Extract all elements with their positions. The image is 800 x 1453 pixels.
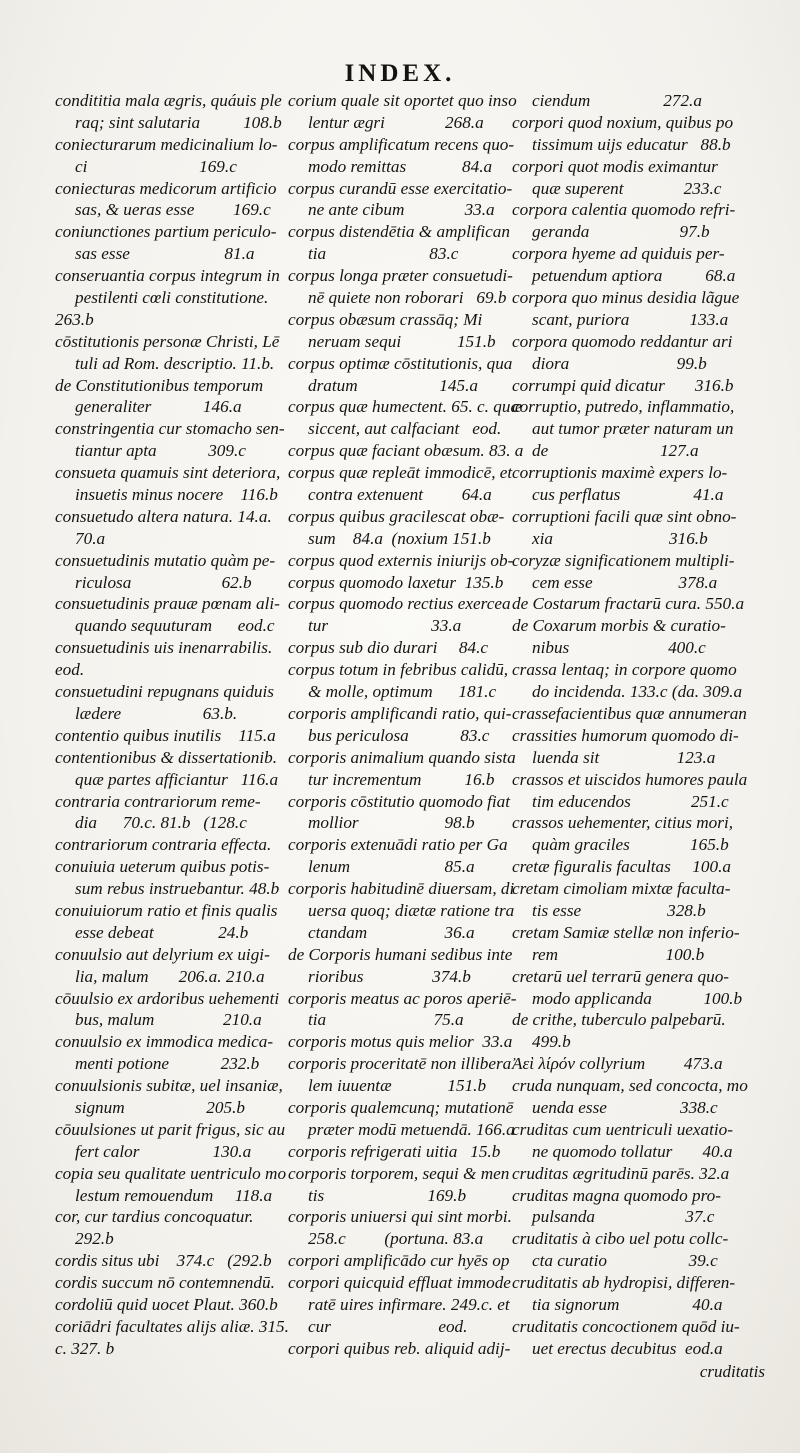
index-entry-line: c. 327. b (55, 1338, 115, 1358)
index-entry-line: cretam Samiæ stellæ non inferio- (512, 922, 740, 942)
index-entry-line: crassos uehementer, citius mori, (512, 813, 734, 833)
index-entry-line: raq; sint salutaria 108.b (75, 112, 282, 132)
index-entry-line: contrariorum contraria effecta. (55, 835, 272, 855)
index-entry-line: coniunctiones partium periculo- (55, 222, 277, 242)
index-entry-line: consuetudo altera natura. 14.a. (55, 506, 272, 526)
index-entry-line: dia 70.c. 81.b (128.c (75, 813, 247, 833)
index-entry-line: præter modū metuendā. 166.a (308, 1119, 515, 1139)
index-entry-line: corpus quod externis iniurijs ob- (288, 550, 514, 570)
index-entry-line: cruditatis à cibo uel potu collc- (512, 1229, 729, 1249)
index-entry-line: conuulsio ex immodica medica- (55, 1032, 274, 1052)
index-entry-line: cordoliū quid uocet Plaut. 360.b (55, 1294, 278, 1314)
index-entry-line: cordis succum nō contemnendū. (55, 1273, 275, 1293)
index-entry-line: constringentia cur stomacho sen- (55, 419, 285, 439)
index-entry-line: pestilenti cœli constitutione. (75, 288, 269, 308)
index-entry-line: corrumpi quid dicatur 316.b (512, 375, 734, 395)
index-entry-line: corporis qualemcunq; mutationē (288, 1097, 514, 1117)
index-entry-line: corporis refrigerati uitia 15.b (288, 1141, 501, 1161)
index-entry-line: cta curatio 39.c (532, 1251, 718, 1271)
index-entry-line: tia 75.a (308, 1010, 464, 1030)
index-entry-line: corpus quibus gracilescat obæ- (288, 506, 505, 526)
index-entry-line: corporis amplificandi ratio, qui- (288, 703, 512, 723)
index-entry-line: corporis proceritatē non illibera (288, 1054, 512, 1074)
index-entry-line: pulsanda 37.c (532, 1207, 715, 1227)
index-entry-line: corporis motus quis melior 33.a (288, 1032, 513, 1052)
index-entry-line: ne ante cibum 33.a (308, 200, 495, 220)
index-entry-line: Ἀεὶ λίρόν collyrium 473.a (512, 1054, 723, 1074)
index-entry-line: ctandam 36.a (308, 922, 475, 942)
index-entry-line: lentur ægri 268.a (308, 112, 484, 132)
index-entry-line: insuetis minus nocere 116.b (75, 485, 278, 505)
index-entry-line: cruditatis ab hydropisi, differen- (512, 1273, 736, 1293)
index-entry-line: consuetudinis prauæ pœnam ali- (55, 594, 280, 614)
index-entry-line: cretæ figuralis facultas 100.a (512, 857, 731, 877)
index-column-3 (512, 90, 748, 1360)
index-entry-line: corpori quibus reb. aliquid adij- (288, 1338, 511, 1358)
index-entry-line: quando sequuturam eod.c (75, 616, 275, 636)
index-entry-line: cor, cur tardius concoquatur. (55, 1207, 254, 1227)
index-entry-line: generaliter 146.a (75, 397, 242, 417)
index-entry-line: rem 100.b (532, 944, 705, 964)
index-entry-line: cōstitutionis personæ Christi, Lē (55, 331, 280, 351)
index-entry-line: cruditatis concoctionem quōd iu- (512, 1316, 740, 1336)
index-entry-line: conuiuiorum ratio et finis qualis (55, 900, 278, 920)
index-entry-line: lia, malum 206.a. 210.a (75, 966, 265, 986)
index-entry-line: cordis situs ubi 374.c (292.b (55, 1251, 272, 1271)
index-entry-line: coriādri facultates alijs aliæ. 315. (55, 1316, 289, 1336)
index-entry-line: ci 169.c (75, 156, 237, 176)
index-entry-line: petuendum aptiora 68.a (532, 266, 736, 286)
index-entry-line: corpus quæ humectent. 65. c. quæ (288, 397, 522, 417)
index-entry-line: 292.b (75, 1229, 114, 1249)
index-entry-line: corpus quæ faciant obæsum. 83. a (288, 441, 524, 461)
index-entry-line: corpori quod noxium, quibus po (512, 112, 734, 132)
index-entry-line: corpus distendētia & amplifican (288, 222, 510, 242)
index-entry-line: corruptioni facili quæ sint obno- (512, 506, 737, 526)
index-entry-line: de Coxarum morbis & curatio- (512, 616, 726, 636)
index-entry-line: conuiuia ueterum quibus potis- (55, 857, 270, 877)
index-entry-line: tim educendos 251.c (532, 791, 729, 811)
index-entry-line: crassefacientibus quæ annumeran (512, 703, 747, 723)
index-entry-line: cruditas magna quomodo pro- (512, 1185, 721, 1205)
index-entry-line: mollior 98.b (308, 813, 475, 833)
index-entry-line: xia 316.b (532, 528, 708, 548)
index-entry-line: neruam sequi 151.b (308, 331, 496, 351)
index-entry-line: corruptio, putredo, inflammatio, (512, 397, 735, 417)
index-entry-line: coniecturas medicorum artificio (55, 178, 277, 198)
index-entry-line: conuulsionis subitæ, uel insaniæ, (55, 1076, 283, 1096)
index-entry-line: siccent, aut calfaciant eod. (308, 419, 502, 439)
index-entry-line: tis 169.b (308, 1185, 467, 1205)
index-entry-line: ciendum 272.a (532, 91, 702, 110)
index-entry-line: corpora hyeme ad quiduis per- (512, 244, 725, 264)
index-entry-line: corpus curandū esse exercitatio- (288, 178, 513, 198)
index-entry-line: cem esse 378.a (532, 572, 718, 592)
index-entry-line: sas esse 81.a (75, 244, 255, 264)
index-entry-line: consuetudinis mutatio quàm pe- (55, 550, 276, 570)
index-entry-line: contentionibus & dissertationib. (55, 747, 278, 767)
index-entry-line: lenum 85.a (308, 857, 475, 877)
index-entry-line: nibus 400.c (532, 638, 706, 658)
index-entry-line: bus periculosa 83.c (308, 725, 490, 745)
index-entry-line: conuulsio aut delyrium ex uigi- (55, 944, 270, 964)
index-entry-line: sum rebus instruebantur. 48.b (75, 879, 280, 899)
index-entry-line: corpori quicquid effluat immode (288, 1273, 511, 1293)
index-entry-line: coniecturarum medicinalium lo- (55, 134, 278, 154)
index-entry-line: aut tumor præter naturam un (532, 419, 734, 439)
index-entry-line: signum 205.b (75, 1097, 245, 1117)
index-column-2 (288, 90, 524, 1360)
index-entry-line: corpus quomodo rectius exercea (288, 594, 511, 614)
index-entry-line: crassos et uiscidos humores paula (512, 769, 748, 789)
index-entry-line: copia seu qualitate uentriculo mo (55, 1163, 287, 1183)
index-entry-line: esse debeat 24.b (75, 922, 249, 942)
index-entry-line: fert calor 130.a (75, 1141, 252, 1161)
index-entry-line: lestum remouendum 118.a (75, 1185, 273, 1205)
index-entry-line: quæ superent 233.c (532, 178, 722, 198)
index-entry-line: contra extenuent 64.a (308, 485, 492, 505)
index-entry-line: corpus optimæ cōstitutionis, qua (288, 353, 513, 373)
index-entry-line: 70.a (75, 528, 106, 548)
index-entry-line: sum 84.a (noxium 151.b (308, 528, 491, 548)
index-entry-line: de 127.a (532, 441, 699, 461)
index-entry-line: corpora quo minus desidia lãgue (512, 288, 740, 308)
index-entry-line: corpori amplificādo cur hyēs op (288, 1251, 510, 1271)
index-entry-line: cretarū uel terrarū genera quo- (512, 966, 730, 986)
index-entry-line: crassa lentaq; in corpore quomo (512, 660, 737, 680)
index-entry-line: corruptionis maximè expers lo- (512, 463, 728, 483)
index-entry-line: conseruantia corpus integrum in (55, 266, 280, 286)
catchword: cruditatis (699, 1362, 765, 1381)
index-entry-line: cruditas cum uentriculi uexatio- (512, 1119, 734, 1139)
index-entry-line: & molle, optimum 181.c (308, 682, 497, 702)
index-entry-line: corpora calentia quomodo refri- (512, 200, 736, 220)
index-entry-line: modo remittas 84.a (308, 156, 493, 176)
index-entry-line: cus perflatus 41.a (532, 485, 724, 505)
index-entry-line: 499.b (532, 1032, 571, 1052)
page-header: INDEX. (344, 60, 456, 87)
index-entry-line: uet erectus decubitus eod.a (532, 1338, 723, 1358)
index-entry-line: corpus quæ repleāt immodicē, et (288, 463, 513, 483)
index-entry-line: corium quale sit oportet quo inso (288, 91, 517, 110)
index-entry-line: quæ partes afficiantur 116.a (75, 769, 279, 789)
index-entry-line: corpus quomodo laxetur 135.b (288, 572, 504, 592)
index-entry-line: corpora quomodo reddantur ari (512, 331, 733, 351)
index-entry-line: luenda sit 123.a (532, 747, 716, 767)
index-entry-line: condititia mala ægris, quáuis ple (55, 91, 282, 110)
index-entry-line: corporis meatus ac poros aperiē- (288, 988, 517, 1008)
index-entry-line: nē quiete non roborari 69.b (308, 288, 507, 308)
index-entry-line: tissimum uijs educatur 88.b (532, 134, 731, 154)
index-entry-line: corporis habitudinē diuersam, di (288, 879, 515, 899)
index-entry-line: dratum 145.a (308, 375, 478, 395)
index-entry-line: tis esse 328.b (532, 900, 706, 920)
index-entry-line: ne quomodo tollatur 40.a (532, 1141, 733, 1161)
index-entry-line: consuetudini repugnans quiduis (55, 682, 274, 702)
index-entry-line: tia signorum 40.a (532, 1294, 723, 1314)
index-entry-line: menti potione 232.b (75, 1054, 260, 1074)
index-entry-line: tuli ad Rom. descriptio. 11.b. (75, 353, 275, 373)
index-entry-line: diora 99.b (532, 353, 707, 373)
index-entry-line: corpus longa præter consuetudi- (288, 266, 513, 286)
index-entry-line: sas, & ueras esse 169.c (75, 200, 271, 220)
index-entry-line: de Costarum fractarū cura. 550.a (512, 594, 745, 614)
index-entry-line: uenda esse 338.c (532, 1097, 718, 1117)
index-entry-line: de Constitutionibus temporum (55, 375, 264, 395)
index-entry-line: tiantur apta 309.c (75, 441, 246, 461)
index-entry-line: corporis torporem, sequi & men (288, 1163, 510, 1183)
index-entry-line: uersa quoq; diætæ ratione tra (308, 900, 515, 920)
index-entry-line: 263.b (55, 309, 94, 329)
index-entry-line: cōuulsiones ut parit frigus, sic au (55, 1119, 286, 1139)
index-entry-line: cruda nunquam, sed concocta, mo (512, 1076, 748, 1096)
index-entry-line: corpus obæsum crassāq; Mi (288, 309, 483, 329)
index-entry-line: corpus amplificatum recens quo- (288, 134, 515, 154)
index-entry-line: eod. (55, 660, 85, 680)
index-entry-line: do incidenda. 133.c (da. 309.a (532, 682, 743, 702)
index-entry-line: cruditas ægritudinū parēs. 32.a (512, 1163, 730, 1183)
index-entry-line: lædere 63.b. (75, 703, 238, 723)
index-entry-line: corporis uniuersi qui sint morbi. (288, 1207, 512, 1227)
index-entry-line: cretam cimoliam mixtæ faculta- (512, 879, 731, 899)
index-entry-line: geranda 97.b (532, 222, 710, 242)
index-entry-line: riculosa 62.b (75, 572, 252, 592)
index-entry-line: tia 83.c (308, 244, 459, 264)
index-entry-line: de Corporis humani sedibus inte (288, 944, 513, 964)
index-entry-line: quàm graciles 165.b (532, 835, 729, 855)
index-entry-line: contentio quibus inutilis 115.a (55, 725, 276, 745)
index-entry-line: cur eod. (308, 1316, 468, 1336)
index-entry-line: 258.c (portuna. 83.a (308, 1229, 484, 1249)
index-entry-line: lem iuuentæ 151.b (308, 1076, 487, 1096)
index-entry-line: corporis animalium quando sista (288, 747, 516, 767)
index-entry-line: rioribus 374.b (308, 966, 471, 986)
index-entry-line: modo applicanda 100.b (532, 988, 743, 1008)
index-entry-line: tur 33.a (308, 616, 462, 636)
index-entry-line: corpus totum in febribus calidū, (288, 660, 509, 680)
index-entry-line: coryzæ significationem multipli- (512, 550, 735, 570)
index-column-1 (55, 90, 289, 1360)
index-entry-line: tur incrementum 16.b (308, 769, 495, 789)
index-entry-line: corporis extenuādi ratio per Ga (288, 835, 508, 855)
index-entry-line: corporis cōstitutio quomodo fiat (288, 791, 511, 811)
index-entry-line: scant, puriora 133.a (532, 309, 729, 329)
index-entry-line: corpus sub dio durari 84.c (288, 638, 489, 658)
index-entry-line: consuetudinis uis inenarrabilis. (55, 638, 273, 658)
index-entry-line: cōuulsio ex ardoribus uehementi (55, 988, 280, 1008)
index-entry-line: contraria contrariorum reme- (55, 791, 261, 811)
index-entry-line: consueta quamuis sint deteriora, (55, 463, 281, 483)
index-entry-line: corpori quot modis eximantur (512, 156, 718, 176)
index-entry-line: de crithe, tuberculo palpebarū. (512, 1010, 726, 1030)
index-entry-line: crassities humorum quomodo di- (512, 725, 739, 745)
index-entry-line: ratē uires infirmare. 249.c. et (308, 1294, 510, 1314)
index-entry-line: bus, malum 210.a (75, 1010, 262, 1030)
